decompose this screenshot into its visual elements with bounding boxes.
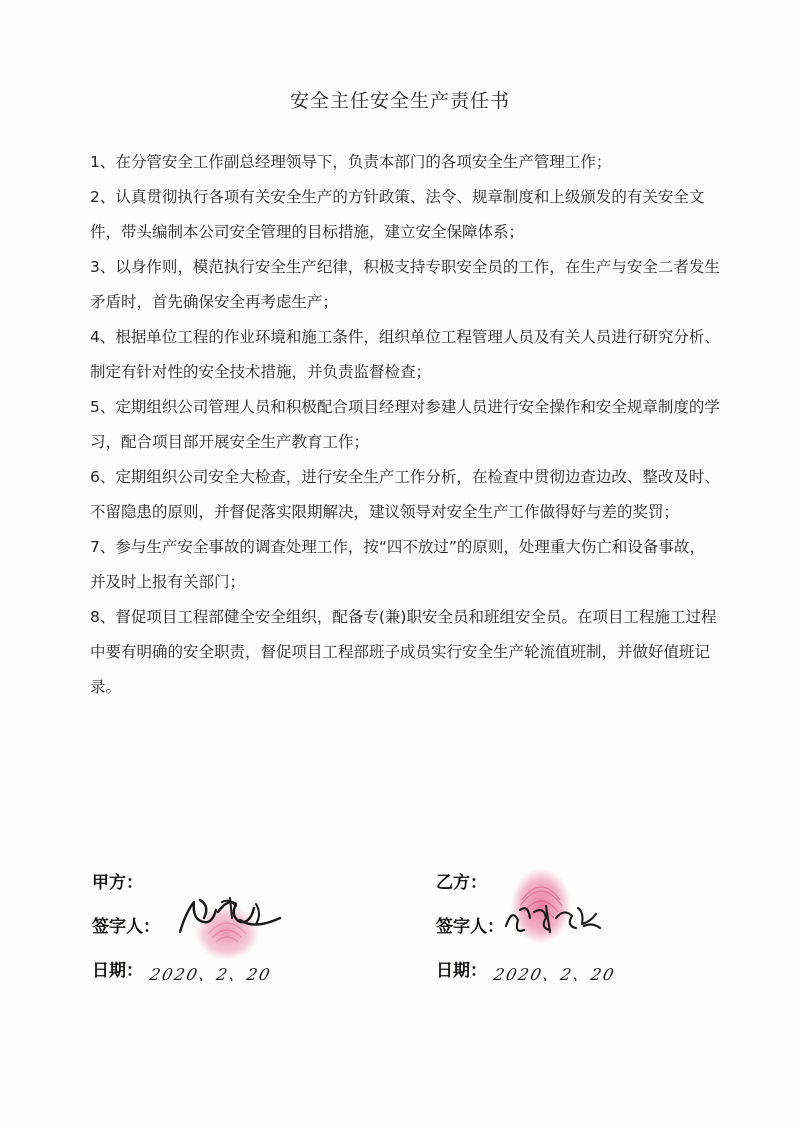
clause-1: 1、在分管安全工作副总经理领导下，负责本部门的各项安全生产管理工作；	[90, 153, 612, 171]
clause-3: 3、以身作则，模范执行安全生产纪律，积极支持专职安全员的工作，在生产与安全二者发生矛盾时，首先确保安全再考虑生产；	[90, 258, 720, 311]
party-b-label: 乙方：	[436, 873, 487, 893]
party-a-signer-label: 签字人：	[92, 917, 160, 937]
party-b-signer-label: 签字人：	[436, 917, 504, 937]
clause-6: 6、定期组织公司安全大检查，进行安全生产工作分析，在检查中贯彻边查边改、整改及时、不留隐患的原则，并督促落实限期解决，建议领导对安全生产工作做得好与差的奖罚；	[90, 468, 720, 521]
party-b-date-line	[436, 956, 696, 1000]
party-b-date-handwritten: 2020、2、20	[492, 965, 618, 984]
party-a-date-label: 日期：	[92, 961, 143, 981]
party-a-fingerprint-icon	[192, 904, 262, 962]
party-a-date-line	[92, 956, 352, 1000]
clause-7: 7、参与生产安全事故的调查处理工作，按“四不放过”的原则，处理重大伤亡和设备事故，并及时上报有关部门；	[90, 538, 705, 591]
party-b-signer-line	[436, 912, 696, 956]
clause-4: 4、根据单位工程的作业环境和施工条件，组织单位工程管理人员及有关人员进行研究分析、制定有针对性的安全技术措施，并负责监督检查；	[90, 328, 720, 381]
clause-2: 2、认真贯彻执行各项有关安全生产的方针政策、法令、规章制度和上级颁发的有关安全文件，带头编制本公司安全管理的目标措施，建立安全保障体系；	[90, 188, 705, 241]
party-b-line	[436, 868, 696, 912]
party-a-date-handwritten: 2020、2、20	[148, 965, 274, 984]
party-a-label: 甲方：	[92, 873, 143, 893]
party-b-signature-block	[436, 868, 696, 1000]
clause-5: 5、定期组织公司管理人员和积极配合项目经理对参建人员进行安全操作和安全规章制度的学习，配合项目部开展安全生产教育工作；	[90, 398, 720, 451]
party-a-line	[92, 868, 352, 912]
clause-list	[90, 145, 720, 705]
party-b-date-label: 日期：	[436, 961, 487, 981]
document-title: 安全主任安全生产责任书	[289, 90, 510, 112]
party-a-signer-line	[92, 912, 352, 956]
clause-8: 8、督促项目工程部健全安全组织，配备专(兼)职安全员和班组安全员。在项目工程施工过程中要有明确的安全职责，督促项目工程部班子成员实行安全生产轮流值班制，并做好值班记录。	[90, 608, 717, 696]
party-a-signature-block	[92, 868, 352, 1000]
